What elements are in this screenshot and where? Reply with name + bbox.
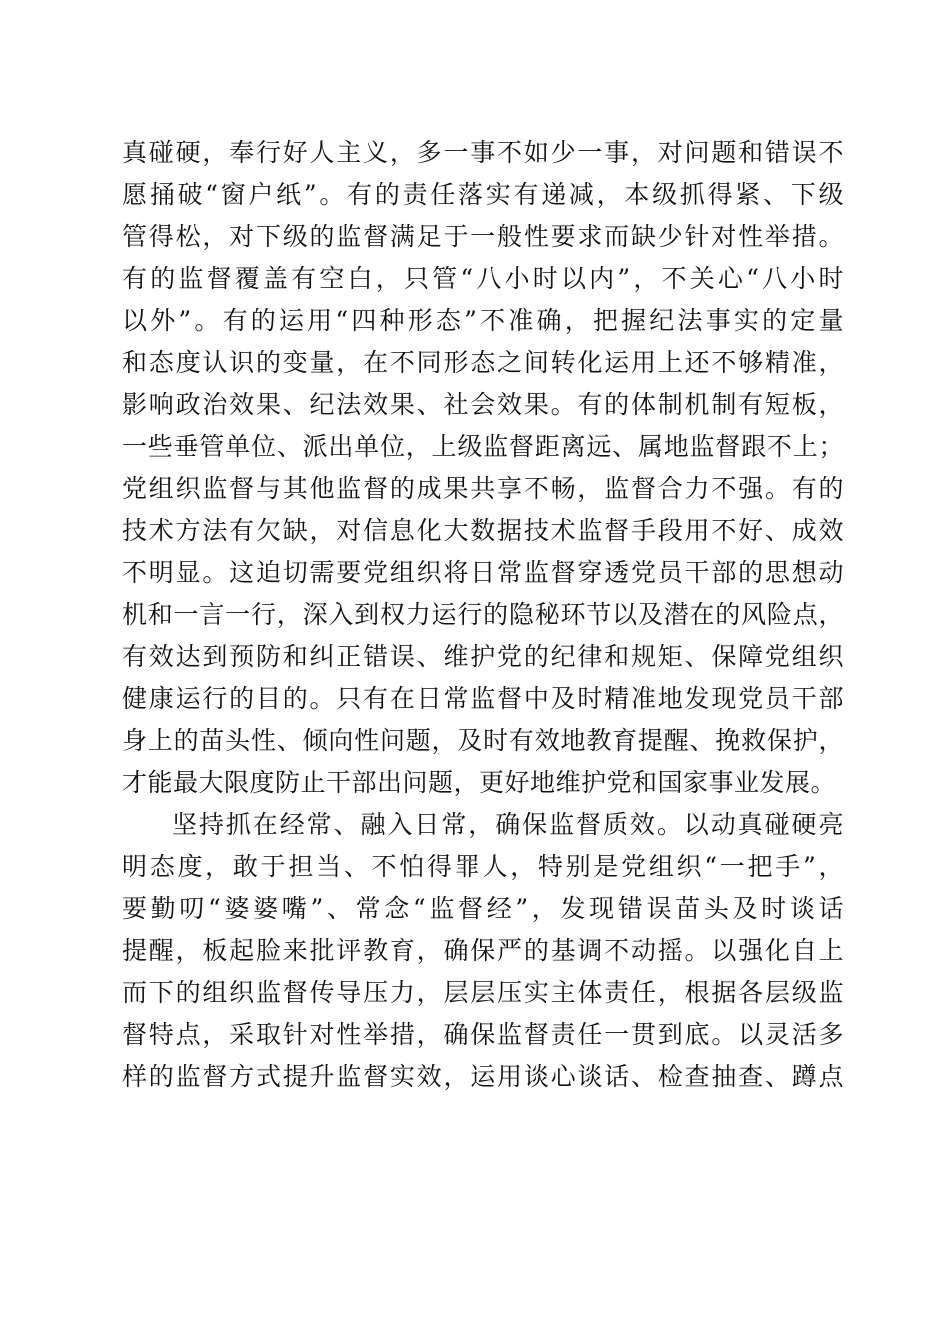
text-line: 有效达到预防和纠正错误、维护党的纪律和规矩、保障党组织 xyxy=(122,642,844,671)
text-line: 一些垂管单位、派出单位，上级监督距离远、属地监督跟不上； xyxy=(122,432,844,461)
text-line: 提醒，板起脸来批评教育，确保严的基调不动摇。以强化自上 xyxy=(122,936,844,965)
text-line: 以外”。有的运用“四种形态”不准确，把握纪法事实的定量 xyxy=(122,306,844,335)
text-line: 健康运行的目的。只有在日常监督中及时精准地发现党员干部 xyxy=(122,684,844,713)
text-line: 督特点，采取针对性举措，确保监督责任一贯到底。以灵活多 xyxy=(122,1020,844,1049)
text-line: 要勤叨“婆婆嘴”、常念“监督经”，发现错误苗头及时谈话 xyxy=(122,894,844,923)
text-line: 不明显。这迫切需要党组织将日常监督穿透党员干部的思想动 xyxy=(122,558,844,587)
paragraph-first-line: 坚持抓在经常、融入日常，确保监督质效。以动真碰硬亮 xyxy=(172,810,844,839)
text-line: 党组织监督与其他监督的成果共享不畅，监督合力不强。有的 xyxy=(122,474,844,503)
text-line: 管得松，对下级的监督满足于一般性要求而缺少针对性举措。 xyxy=(122,222,844,251)
text-line: 和态度认识的变量，在不同形态之间转化运用上还不够精准， xyxy=(122,348,844,377)
text-line: 而下的组织监督传导压力，层层压实主体责任，根据各层级监 xyxy=(122,978,844,1007)
text-line: 影响政治效果、纪法效果、社会效果。有的体制机制有短板， xyxy=(122,390,844,419)
text-line: 明态度，敢于担当、不怕得罪人，特别是党组织“一把手”， xyxy=(122,852,844,881)
text-line: 机和一言一行，深入到权力运行的隐秘环节以及潜在的风险点， xyxy=(122,600,844,629)
text-line: 真碰硬，奉行好人主义，多一事不如少一事，对问题和错误不 xyxy=(122,138,844,167)
paragraph-last-line: 才能最大限度防止干部出问题，更好地维护党和国家事业发展。 xyxy=(122,768,837,797)
text-line: 技术方法有欠缺，对信息化大数据技术监督手段用不好、成效 xyxy=(122,516,844,545)
text-line: 样的监督方式提升监督实效，运用谈心谈话、检查抽查、蹲点 xyxy=(122,1062,844,1091)
body-text xyxy=(122,132,844,1098)
text-line: 身上的苗头性、倾向性问题，及时有效地教育提醒、挽救保护， xyxy=(122,726,844,755)
text-line: 愿捅破“窗户纸”。有的责任落实有递减，本级抓得紧、下级 xyxy=(122,180,844,209)
text-line: 有的监督覆盖有空白，只管“八小时以内”，不关心“八小时 xyxy=(122,264,844,293)
